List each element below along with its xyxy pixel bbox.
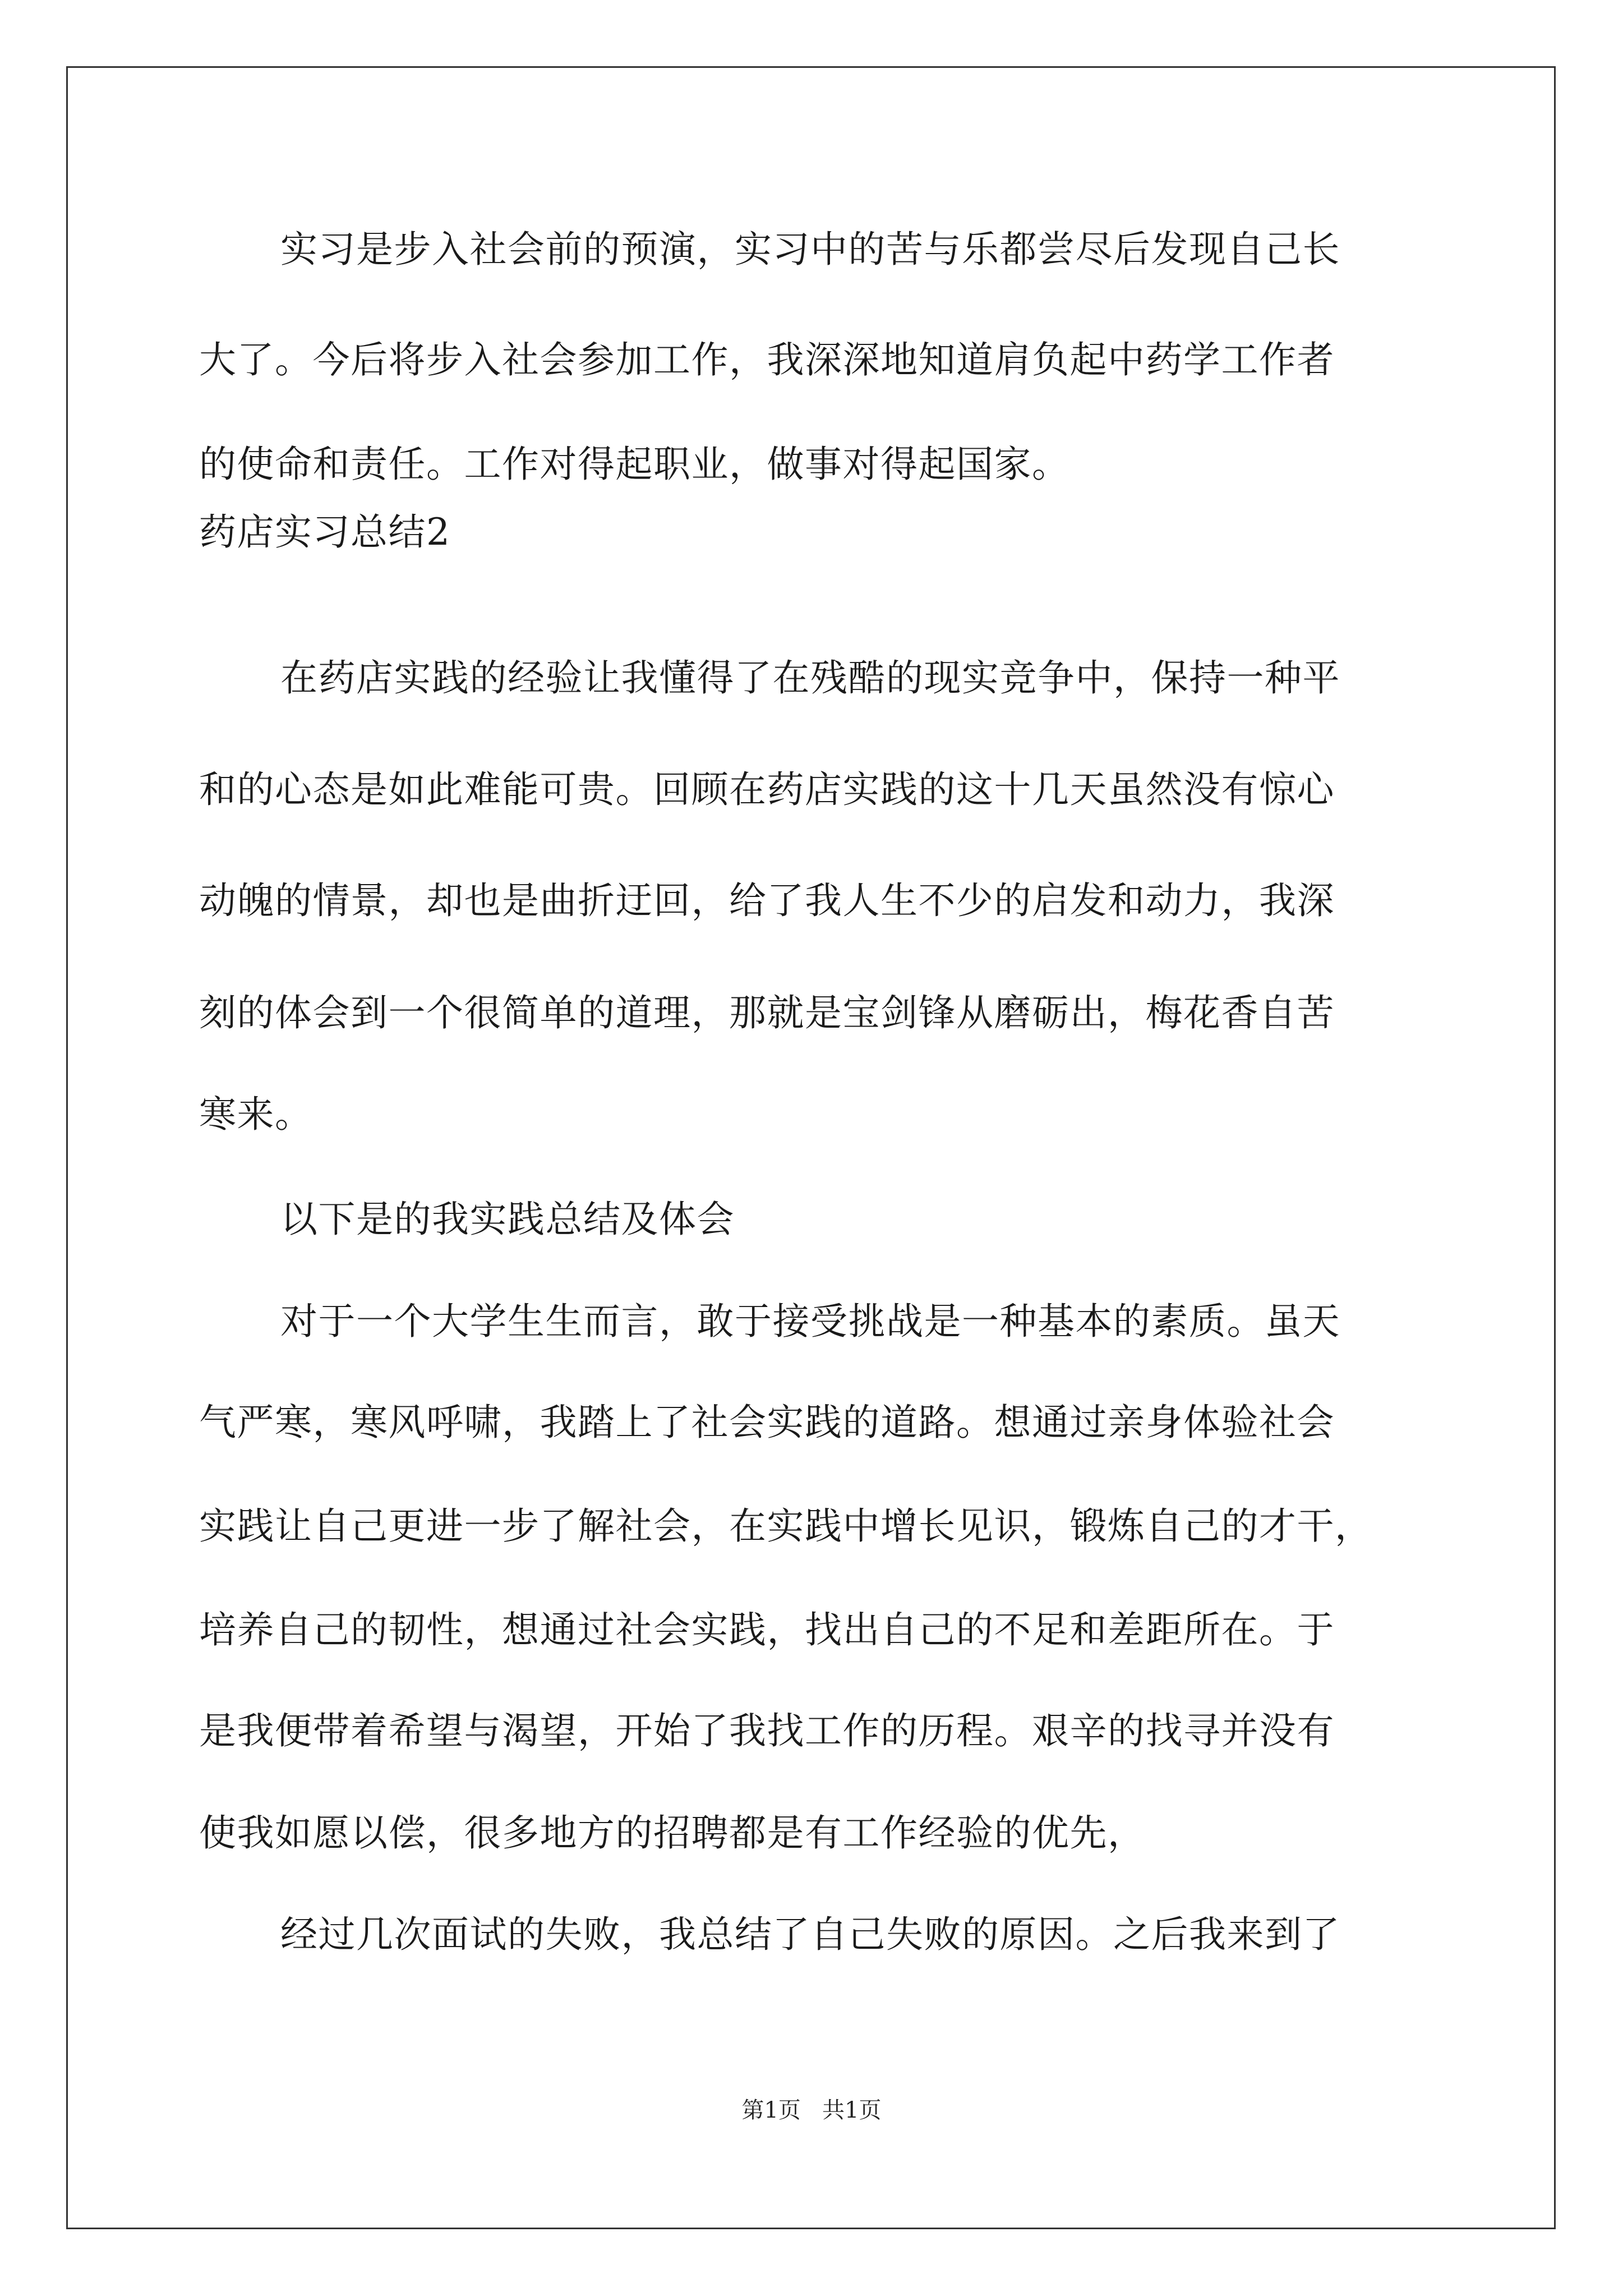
paragraph-line: 经过几次面试的失败，我总结了自己失败的原因。之后我来到了 <box>280 1913 1340 1956</box>
paragraph-line: 和的心态是如此难能可贵。回顾在药店实践的这十几天虽然没有惊心 <box>199 768 1335 811</box>
paragraph-line: 大了。今后将步入社会参加工作，我深深地知道肩负起中药学工作者 <box>199 338 1335 381</box>
paragraph-line: 培养自己的韧性，想通过社会实践，找出自己的不足和差距所在。于 <box>199 1608 1335 1651</box>
paragraph-line: 的使命和责任。工作对得起职业，做事对得起国家。 <box>199 443 1070 486</box>
paragraph-line: 气严寒，寒风呼啸，我踏上了社会实践的道路。想通过亲身体验社会 <box>199 1401 1335 1444</box>
page-border <box>66 66 1556 2229</box>
paragraph-line: 实习是步入社会前的预演，实习中的苦与乐都尝尽后发现自己长 <box>280 228 1340 271</box>
paragraph-line: 动魄的情景，却也是曲折迂回，给了我人生不少的启发和动力，我深 <box>199 879 1335 922</box>
paragraph-line: 对于一个大学生生而言，敢于接受挑战是一种基本的素质。虽天 <box>280 1300 1340 1343</box>
paragraph-line: 使我如愿以偿，很多地方的招聘都是有工作经验的优先， <box>199 1811 1146 1855</box>
paragraph-line: 在药店实践的经验让我懂得了在残酷的现实竞争中，保持一种平 <box>280 656 1340 700</box>
paragraph-line: 刻的体会到一个很简单的道理，那就是宝剑锋从磨砺出，梅花香自苦 <box>199 991 1335 1034</box>
paragraph-line: 寒来。 <box>199 1093 313 1136</box>
paragraph-line: 实践让自己更进一步了解社会，在实践中增长见识，锻炼自己的才干， <box>199 1504 1373 1548</box>
paragraph-line: 以下是的我实践总结及体会 <box>280 1198 735 1241</box>
page-footer: 第1页 共1页 <box>741 2097 882 2123</box>
paragraph-line: 是我便带着希望与渴望，开始了我找工作的历程。艰辛的找寻并没有 <box>199 1709 1335 1752</box>
section-heading: 药店实习总结2 <box>199 510 451 554</box>
